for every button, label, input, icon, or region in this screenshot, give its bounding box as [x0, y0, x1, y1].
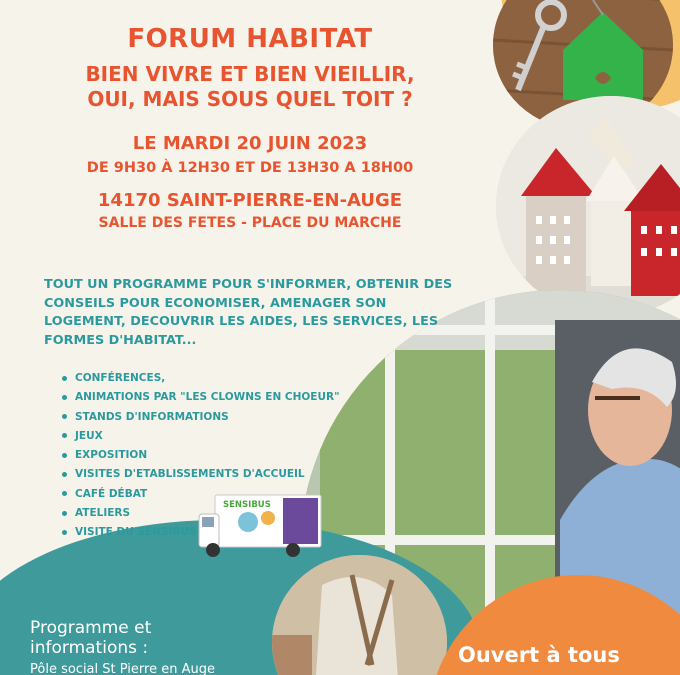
bullet-icon	[62, 511, 67, 516]
activity-label: ANIMATIONS PAR "LES CLOWNS EN CHOEUR"	[75, 391, 340, 404]
bullet-icon	[62, 414, 67, 419]
bullet-icon	[62, 491, 67, 496]
event-hours: DE 9H30 À 12H30 ET DE 13H30 A 18H00	[86, 160, 414, 176]
subtitle-line-2: OUI, MAIS SOUS QUEL TOIT ?	[87, 87, 413, 111]
sensibus-van-icon	[193, 490, 325, 560]
program-line-1: Programme et	[30, 618, 152, 638]
activity-label: VISITE DU SENSIBUS	[75, 526, 197, 539]
house-icon	[496, 96, 680, 316]
list-item	[62, 369, 340, 388]
bullet-icon	[62, 453, 67, 458]
activity-label: CONFÉRENCES,	[75, 372, 166, 384]
activity-label: CAFÉ DÉBAT	[75, 487, 148, 500]
bullet-icon	[62, 472, 67, 477]
open-to-all-text: Ouvert à tous	[458, 643, 620, 667]
subtitle-line-1: BIEN VIVRE ET BIEN VIEILLIR,	[85, 62, 415, 86]
bullet-icon	[62, 530, 67, 535]
event-title: FORUM HABITAT	[127, 24, 373, 54]
list-item	[62, 427, 340, 446]
contact-text: Pôle social St Pierre en Auge	[30, 662, 215, 675]
activity-label: STANDS D'INFORMATIONS	[75, 410, 229, 423]
list-item	[62, 465, 340, 484]
activity-label: ATELIERS	[75, 507, 131, 520]
activity-label: EXPOSITION	[75, 449, 148, 462]
bullet-icon	[62, 376, 67, 381]
bullet-icon	[62, 433, 67, 438]
event-venue: SALLE DES FETES - PLACE DU MARCHE	[98, 215, 402, 231]
sensibus-label: SENSIBUS	[223, 500, 271, 510]
activity-label: VISITES D'ETABLISSEMENTS D'ACCUEIL	[75, 468, 305, 481]
list-item	[62, 388, 340, 407]
houses-photo	[496, 96, 680, 316]
intro-text: TOUT UN PROGRAMME POUR S'INFORMER, OBTENIR DES CONSEILS POUR ECONOMISER, AMENAGER SON LOGEMENT, DECOUVRIR LES AIDES, LES SERVICES, LES FORMES D'HABITAT...	[44, 277, 453, 348]
program-info	[30, 618, 151, 658]
event-date: LE MARDI 20 JUIN 2023	[132, 133, 368, 154]
list-item	[62, 408, 340, 427]
event-subtitle	[60, 62, 440, 112]
event-city: 14170 SAINT-PIERRE-EN-AUGE	[97, 190, 403, 211]
activity-label: JEUX	[75, 429, 103, 442]
bullet-icon	[62, 395, 67, 400]
list-item	[62, 446, 340, 465]
program-line-2: informations :	[30, 638, 149, 658]
